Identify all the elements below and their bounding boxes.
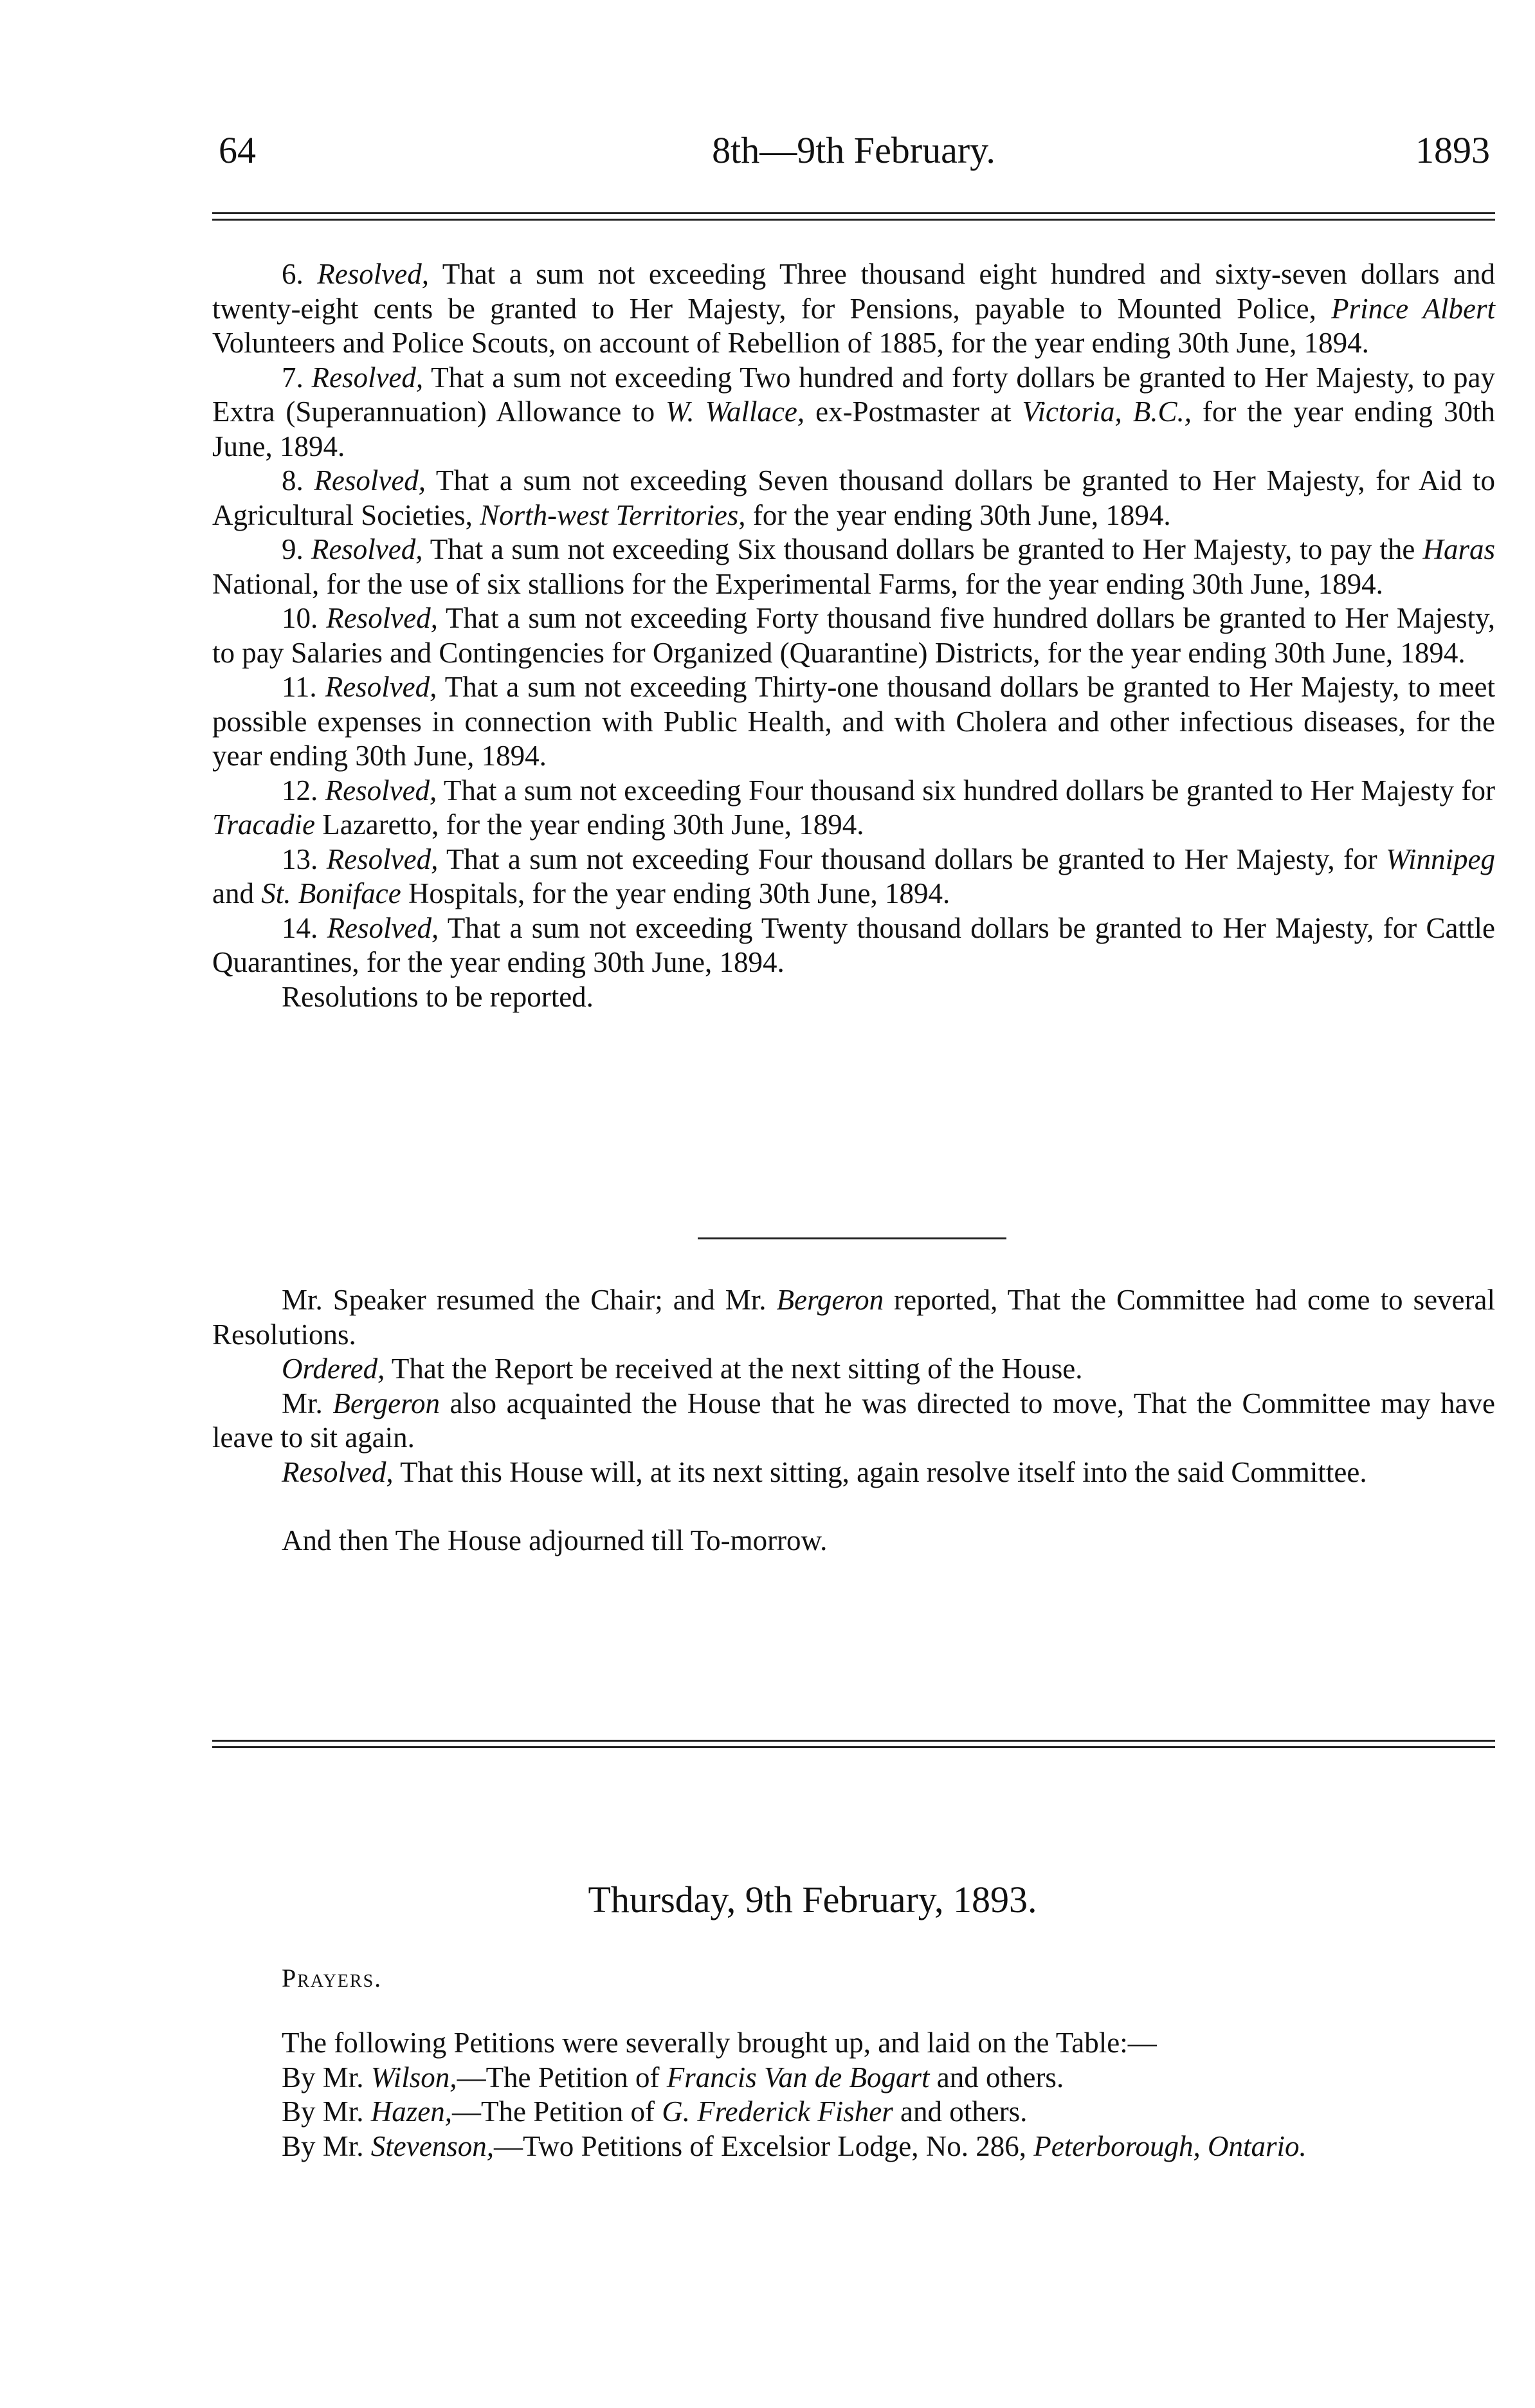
resolution-paragraph [212,464,1495,533]
italic-text: Resolved, [311,361,424,394]
page-number: 64 [219,129,256,171]
resolution-number: 10. [282,602,318,634]
text-run: That a sum not exceeding Thirty-one thousand dollars be granted to Her Majesty, to meet possible expenses in connection with Public Health, and with Cholera and other infectious diseases, for the year ending 30th June, 1894. [212,671,1495,772]
petition-paragraph [212,2130,1495,2164]
text-run: That a sum not exceeding Forty thousand five hundred dollars be granted to Her Majesty, to pay Salaries and Contingencies for Organized (Quarantine) Districts, for the year ending 30th June, 1894. [212,602,1495,669]
text-run: That a sum not exceeding Seven thousand dollars be granted to Her Majesty, for Aid to Agricultural Societies, [212,464,1496,531]
text-run: ex-Postmaster at [804,396,1022,428]
italic-text: North-west Territories, [480,498,746,531]
resolution-paragraph [212,361,1495,464]
text-run: Volunteers and Police Scouts, on account of Rebellion of 1885, for the year ending 30th June, 1894. [212,327,1369,359]
italic-text: Wilson, [370,2061,457,2093]
petition-paragraph [212,2095,1495,2130]
resolution-number: 11. [282,671,317,703]
text-run: —The Petition of [457,2061,667,2093]
text-run: for the year ending 30th June, 1894. [745,498,1171,531]
resolutions-list [212,257,1495,980]
italic-text: Ordered, [282,1353,385,1385]
italic-text: Victoria, B.C., [1022,396,1192,428]
italic-text: Resolved, [314,464,426,497]
resolution-number: 14. [282,911,318,944]
italic-text: Resolved, [326,602,438,634]
italic-text: W. Wallace, [666,396,805,428]
text-run: also acquainted the House that he was directed to move, That the Committee may have leave to sit again. [212,1387,1496,1454]
day-separator-double-rule [212,1740,1495,1750]
day-heading: Thursday, 9th February, 1893. [588,1879,1037,1920]
text-run: for the year ending 30th June, 1894. [212,396,1495,462]
italic-text: Winnipeg [1386,843,1495,875]
petitions-list [212,2026,1495,2164]
resolution-number: 13. [282,843,318,875]
resolution-paragraph [212,533,1495,601]
committee-report-paragraph [212,1387,1495,1455]
italic-text: Resolved, [282,1455,394,1488]
italic-text: Tracadie [212,808,316,841]
resolutions-footer: Resolutions to be reported. [282,980,594,1013]
adjournment-line: And then The House adjourned till To-morrow. [282,1524,828,1556]
resolution-number: 12. [282,774,318,807]
header-double-rule [212,212,1495,223]
running-header [212,129,1495,180]
text-run: —Two Petitions of Excelsior Lodge, No. 286, [493,2130,1034,2162]
italic-text: St. Boniface [261,877,401,909]
italic-text: Resolved, [326,843,439,875]
text-run: and [212,877,262,909]
text-run: By Mr. [282,2061,371,2093]
text-run: and others. [893,2095,1028,2128]
text-run: By Mr. [282,2095,371,2128]
text-run: That a sum not exceeding Two hundred and forty dollars be granted to Her Majesty, to pay Extra (Superannuation) Allowance to [212,361,1496,428]
text-run: That a sum not exceeding Four thousand dollars be granted to Her Majesty, for [438,843,1386,875]
italic-text: Francis Van de Bogart [666,2061,930,2093]
resolution-number: 8. [282,464,304,497]
text-run: The following Petitions were severally brought up, and laid on the Table:— [282,2027,1157,2059]
section-divider [698,1237,1006,1239]
text-run: reported, That the Committee had come to several Resolutions. [212,1284,1495,1351]
committee-report-paragraph [212,1455,1495,1490]
italic-text: Hazen, [370,2095,453,2128]
italic-text: Resolved, [317,258,429,290]
header-date-range: 8th—9th February. [712,129,995,171]
resolution-number: 7. [282,361,304,394]
text-run: Hospitals, for the year ending 30th June, 1894. [401,877,950,909]
resolution-number: 6. [282,258,304,290]
petition-paragraph [212,2061,1495,2095]
text-run: Mr. [282,1387,333,1419]
italic-text: Resolved, [325,774,437,807]
italic-text: Bergeron [776,1284,884,1316]
committee-report-list [212,1283,1495,1490]
text-run: and others. [929,2061,1064,2093]
italic-text: Resolved, [325,671,437,703]
text-run: Mr. Speaker resumed the Chair; and Mr. [282,1284,777,1316]
committee-report-paragraph [212,1352,1495,1387]
text-run: Lazaretto, for the year ending 30th June, 1894. [315,808,864,841]
petition-paragraph [212,2026,1495,2061]
resolution-paragraph [212,774,1495,843]
petitions-section [212,2026,1495,2164]
text-run: That the Report be received at the next sitting of the House. [385,1353,1083,1385]
text-run: That this House will, at its next sitting, again resolve itself into the said Committee. [393,1455,1367,1488]
committee-report-section [212,1283,1495,1558]
italic-text: Prince Albert [1331,292,1495,325]
text-run: By Mr. [282,2130,371,2162]
text-run: That a sum not exceeding Six thousand dollars be granted to Her Majesty, to pay the [422,533,1423,565]
resolution-paragraph [212,601,1495,670]
text-run: —The Petition of [452,2095,662,2128]
italic-text: Peterborough, Ontario. [1033,2130,1307,2162]
italic-text: Haras [1422,533,1495,565]
committee-report-paragraph [212,1283,1495,1352]
text-run: National, for the use of six stallions for the Experimental Farms, for the year ending 30th June, 1894. [212,567,1383,600]
italic-text: Bergeron [332,1387,440,1419]
resolution-paragraph [212,257,1495,361]
header-year: 1893 [1415,129,1490,171]
resolution-paragraph [212,670,1495,774]
resolution-number: 9. [282,533,304,565]
text-run: That a sum not exceeding Four thousand six hundred dollars be granted to Her Majesty for [437,774,1496,807]
italic-text: Resolved, [327,911,439,944]
resolution-paragraph [212,911,1495,980]
prayers-heading: Prayers. [282,1964,383,1993]
resolution-paragraph [212,843,1495,911]
italic-text: Stevenson, [370,2130,494,2162]
text-run: That a sum not exceeding Twenty thousand dollars be granted to Her Majesty, for Cattle Quarantines, for the year ending 30th June, 1894. [212,911,1495,978]
italic-text: Resolved, [311,533,423,565]
text-run: That a sum not exceeding Three thousand eight hundred and sixty-seven dollars and twenty-eight cents be granted to Her Majesty, for Pensions, payable to Mounted Police, [212,258,1495,325]
resolutions-section [212,257,1495,1014]
italic-text: G. Frederick Fisher [662,2095,893,2128]
